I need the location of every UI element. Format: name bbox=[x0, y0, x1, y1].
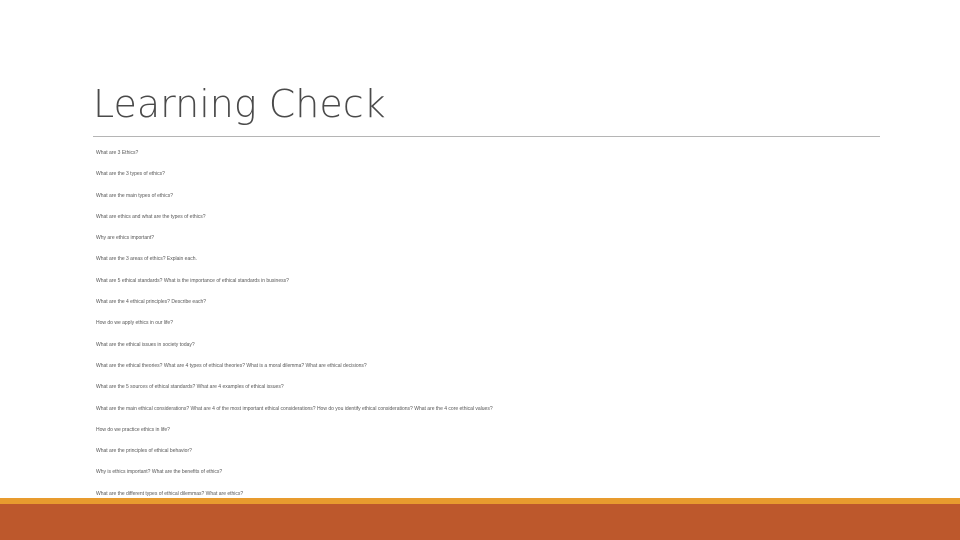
question-item: What are the ethical theories? What are 4 types of ethical theories? What is a moral dilemma? What are ethical decisions? bbox=[96, 362, 367, 369]
question-item: What are ethics and what are the types of ethics? bbox=[96, 213, 206, 220]
footer-bar bbox=[0, 504, 960, 540]
question-item: What are 3 Ethics? bbox=[96, 150, 139, 156]
question-item: How do we apply ethics in our life? bbox=[96, 320, 173, 327]
slide-title: Learning Check bbox=[93, 82, 386, 126]
question-item: What are the main ethical considerations? What are 4 of the most important ethical considerations? How do you identify ethical considerations? What are the 4 core ethical values? bbox=[96, 405, 493, 412]
question-item: What are the main types of ethics? bbox=[96, 192, 173, 199]
question-item: What are the ethical issues in society today? bbox=[96, 341, 195, 348]
question-item: What are the 3 types of ethics? bbox=[96, 171, 165, 178]
question-item: What are the 5 sources of ethical standards? What are 4 examples of ethical issues? bbox=[96, 384, 284, 391]
question-item: What are the principles of ethical behavior? bbox=[96, 448, 192, 455]
question-item: What are the different types of ethical dilemmas? What are ethics? bbox=[96, 490, 244, 497]
title-divider bbox=[93, 136, 880, 137]
question-item: What are the 4 ethical principles? Describe each? bbox=[96, 299, 207, 306]
question-item: How do we practice ethics in life? bbox=[96, 426, 170, 433]
question-item: Why are ethics important? bbox=[96, 235, 155, 242]
question-list bbox=[96, 143, 896, 526]
question-item: Why is ethics important? What are the benefits of ethics? bbox=[96, 469, 223, 476]
question-item: What are the 3 areas of ethics? Explain each. bbox=[96, 256, 197, 263]
question-item: What are 5 ethical standards? What is the importance of ethical standards in business? bbox=[96, 277, 289, 284]
